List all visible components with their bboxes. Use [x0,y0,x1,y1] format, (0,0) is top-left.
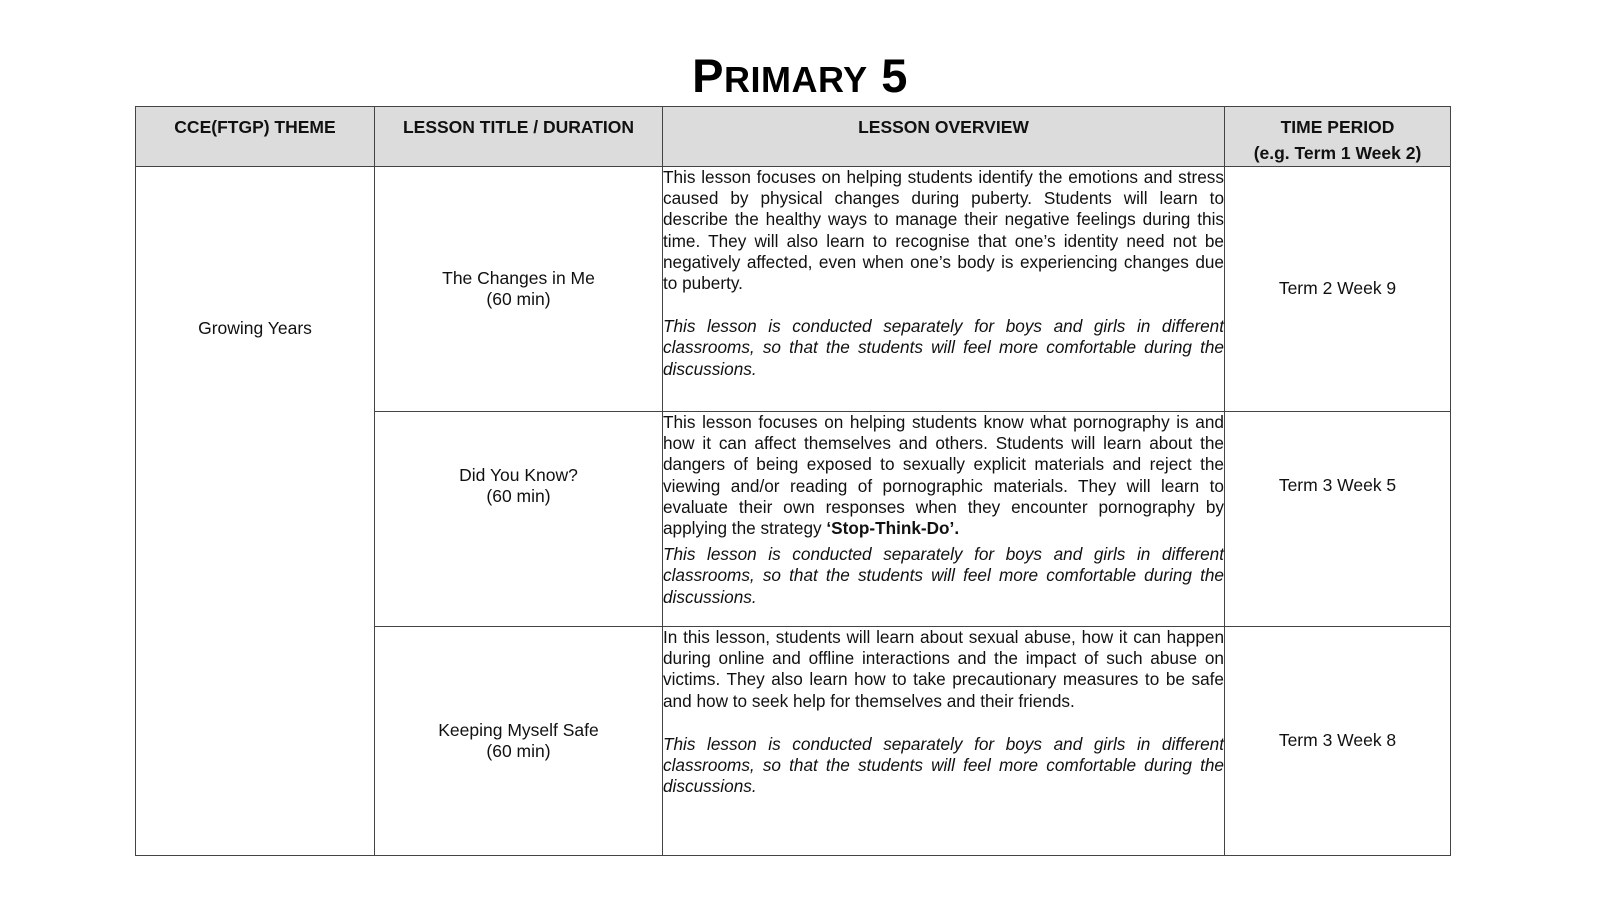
lesson-title-cell [375,412,663,627]
header-theme: CCE(FTGP) THEME [136,107,375,167]
title-number: 5 [881,49,908,102]
theme-label: Growing Years [198,318,312,339]
lesson-table [135,106,1451,856]
overview-text [663,412,1224,539]
lesson-duration: (60 min) [486,486,551,506]
header-time-period-line1: TIME PERIOD [1280,117,1395,137]
lesson-title-cell [375,167,663,412]
overview-cell [663,167,1225,412]
page-title [0,50,1600,102]
lesson-title: Did You Know? [459,464,578,485]
header-overview: LESSON OVERVIEW [663,107,1225,167]
lesson-title: The Changes in Me [442,267,595,288]
table-header-row [136,107,1451,167]
title-prefix: P [692,49,724,102]
lesson-duration: (60 min) [486,289,551,309]
overview-cell [663,627,1225,856]
overview-note: This lesson is conducted separately for boys and girls in different classrooms, so that the students will feel more comfortable during the discussions. [663,733,1224,797]
overview-note: This lesson is conducted separately for boys and girls in different classrooms, so that the students will feel more comfortable during the discussions. [663,316,1224,379]
time-period-cell [1225,627,1451,856]
strategy-name: ‘Stop-Think-Do’. [826,518,960,539]
lesson-title: Keeping Myself Safe [438,719,599,740]
overview-text: In this lesson, students will learn about sexual abuse, how it can happen during online and offline interactions and the impact of such abuse on victims. They also learn how to take precautionary measures to be safe and how to seek help for themselves and their friends. [663,627,1224,711]
overview-note: This lesson is conducted separately for boys and girls in different classrooms, so that the students will feel more comfortable during the discussions. [663,544,1224,607]
title-rest: RIMARY [723,59,868,100]
time-period: Term 3 Week 8 [1278,730,1397,751]
time-period: Term 3 Week 5 [1278,475,1397,496]
time-period: Term 2 Week 9 [1278,278,1397,299]
header-lesson-title: LESSON TITLE / DURATION [375,107,663,167]
overview-text: This lesson focuses on helping students identify the emotions and stress caused by physical changes during puberty. Students will learn to describe the healthy ways to manage their negative feelings during this time. They will also learn to recognise that one’s identity need not be negatively affected, even when one’s body is experiencing changes due to puberty. [663,167,1224,294]
time-period-cell [1225,167,1451,412]
overview-text-body: This lesson focuses on helping students know what pornography is and how it can affect themselves and others. Students will learn about the dangers of being exposed to sexually explicit materials and reject the viewing and/or reading of pornographic materials. They will learn to evaluate their own responses when they encounter pornography by applying the strategy [663,412,1224,539]
theme-cell [136,167,375,856]
overview-cell [663,412,1225,627]
header-time-period-line2: (e.g. Term 1 Week 2) [1253,143,1422,163]
table-row [136,167,1451,412]
time-period-cell [1225,412,1451,627]
header-time-period [1225,107,1451,167]
lesson-duration: (60 min) [486,741,551,761]
lesson-title-cell [375,627,663,856]
